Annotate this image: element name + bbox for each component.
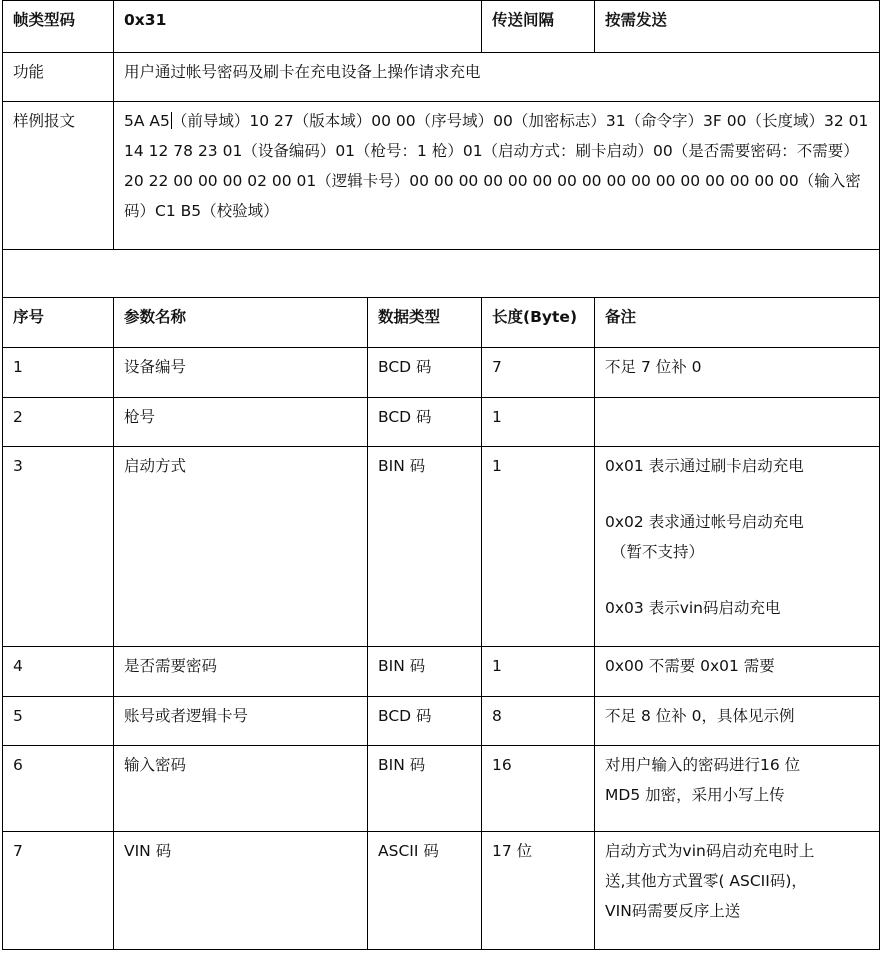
sample-value-rest: （前导域）10 27（版本域）00 00（序号域）00（加密标志）31（命令字）3F 00（长度域）32 01 14 12 78 23 01（设备编码）01（枪号：1 枪）01（启动方式：刷卡启动）00（是否需要密码：不需要）20 22 00 00 00 02 00 01（逻辑卡号）00 00 00 00 00 00 00 00 00 00 00 00 00 00 00 00（输入密码）C1 B5（校验域）	[124, 112, 869, 220]
frame-type-value: 0x31	[114, 1, 482, 53]
note-line: 送,其他方式置零( ASCII码)，	[605, 872, 807, 890]
row-type: BCD 码	[368, 697, 482, 746]
row-note	[595, 398, 880, 447]
function-value: 用户通过帐号密码及刷卡在充电设备上操作请求充电	[114, 53, 880, 102]
table-row	[3, 832, 880, 950]
row-len: 1	[482, 447, 595, 647]
sample-label: 样例报文	[3, 102, 114, 250]
function-label: 功能	[3, 53, 114, 102]
param-header-row	[3, 298, 880, 348]
row-name: 输入密码	[114, 746, 368, 832]
row-type: BCD 码	[368, 398, 482, 447]
row-name: 设备编号	[114, 348, 368, 398]
row-type: ASCII 码	[368, 832, 482, 950]
note-line: 不足 7 位补 0	[605, 358, 702, 376]
row-len: 1	[482, 398, 595, 447]
row-no: 4	[3, 647, 114, 697]
table-row	[3, 647, 880, 697]
note-line: 启动方式为vin码启动充电时上	[605, 842, 815, 860]
row-no: 1	[3, 348, 114, 398]
row-type: BIN 码	[368, 746, 482, 832]
sample-value-start: 5A A5	[124, 112, 170, 130]
row-no: 5	[3, 697, 114, 746]
note-line: 0x02 表求通过帐号启动充电	[605, 513, 804, 531]
frame-spec-table	[2, 0, 880, 950]
table-row	[3, 697, 880, 746]
row-name: 账号或者逻辑卡号	[114, 697, 368, 746]
row-no: 6	[3, 746, 114, 832]
row-note	[595, 697, 880, 746]
sample-value	[114, 102, 880, 250]
header-name: 参数名称	[114, 298, 368, 348]
row-len: 17 位	[482, 832, 595, 950]
header-note: 备注	[595, 298, 880, 348]
row-name: 枪号	[114, 398, 368, 447]
row-note	[595, 647, 880, 697]
row-no: 3	[3, 447, 114, 647]
row-note	[595, 746, 880, 832]
row-name: 启动方式	[114, 447, 368, 647]
table-row	[3, 398, 880, 447]
note-line: 不足 8 位补 0，具体见示例	[605, 707, 795, 725]
row-note	[595, 832, 880, 950]
row-type: BCD 码	[368, 348, 482, 398]
note-line: （暂不支持）	[611, 543, 705, 561]
note-line: 对用户输入的密码进行16 位	[605, 756, 801, 774]
row-name: 是否需要密码	[114, 647, 368, 697]
spacer-row	[3, 250, 880, 298]
header-type: 数据类型	[368, 298, 482, 348]
row-note	[595, 447, 880, 647]
note-line: 0x03 表示vin码启动充电	[605, 599, 781, 617]
function-row	[3, 53, 880, 102]
spacer-cell	[3, 250, 880, 298]
note-line: 0x01 表示通过刷卡启动充电	[605, 457, 804, 475]
frame-header-row	[3, 1, 880, 53]
sample-row	[3, 102, 880, 250]
table-row	[3, 348, 880, 398]
header-no: 序号	[3, 298, 114, 348]
table-row	[3, 447, 880, 647]
row-name: VIN 码	[114, 832, 368, 950]
row-note	[595, 348, 880, 398]
row-len: 16	[482, 746, 595, 832]
row-len: 7	[482, 348, 595, 398]
protocol-document	[2, 0, 879, 950]
note-line: VIN码需要反序上送	[605, 902, 741, 920]
row-no: 7	[3, 832, 114, 950]
row-type: BIN 码	[368, 647, 482, 697]
frame-type-label: 帧类型码	[3, 1, 114, 53]
row-len: 8	[482, 697, 595, 746]
note-line: MD5 加密，采用小写上传	[605, 786, 785, 804]
header-len: 长度(Byte)	[482, 298, 595, 348]
interval-label: 传送间隔	[482, 1, 595, 53]
note-line: 0x00 不需要 0x01 需要	[605, 657, 775, 675]
row-no: 2	[3, 398, 114, 447]
table-row	[3, 746, 880, 832]
row-len: 1	[482, 647, 595, 697]
row-type: BIN 码	[368, 447, 482, 647]
interval-value: 按需发送	[595, 1, 880, 53]
